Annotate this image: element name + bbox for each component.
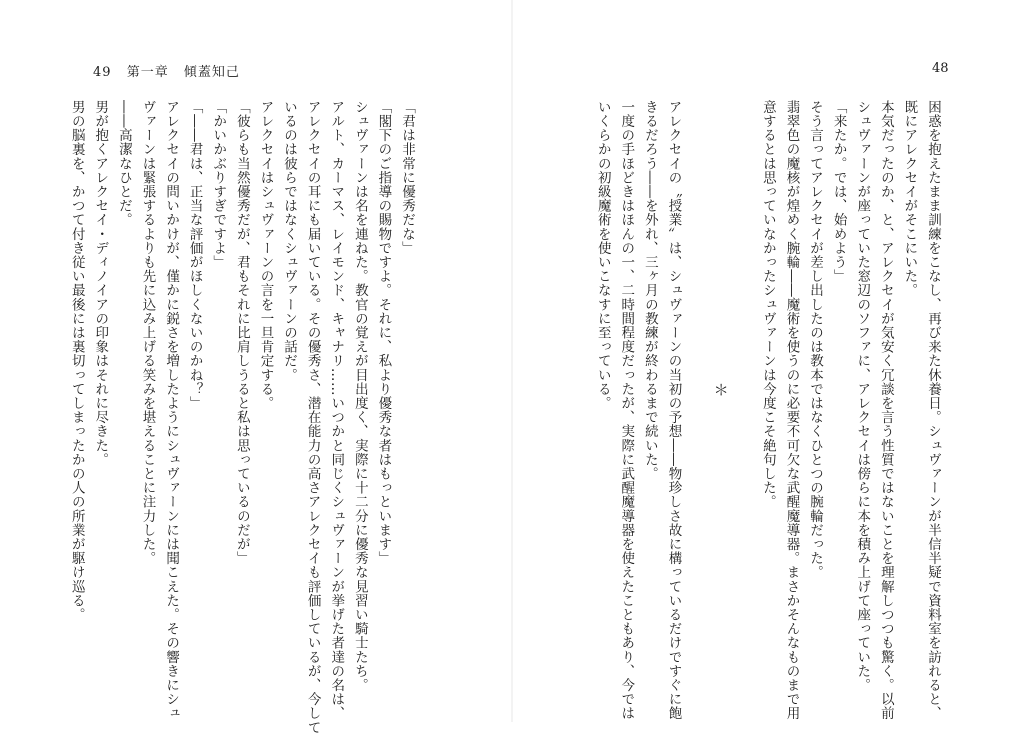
right-page-number: 48 (932, 61, 949, 76)
text-line: 「君は非常に優秀だな」 (399, 100, 415, 256)
text-line: 男が抱くアレクセイ・ディノイアの印象はそれに尽きた。 (92, 100, 109, 467)
left-page-header (93, 61, 240, 80)
left-page-number: 49 (93, 65, 112, 80)
text-line: いくらかの初級魔術を使いこなすに至っている。 (594, 100, 611, 411)
chapter-label: 第一章 (126, 65, 169, 80)
text-line: アルト、カーマス、レイモンド、キャナリ……いつかと同じくシュヴァーンが挙げた者達の名は、 (328, 100, 345, 721)
scene-break (708, 100, 732, 680)
text-line: きるだろう――を外れ、三ヶ月の教練が終わるまで続いた。 (641, 100, 658, 481)
text-line: ヴァーンは緊張するよりも先に込み上げる笑みを堪えることに注力した。 (139, 100, 156, 566)
left-page-body (68, 100, 418, 735)
text-line: シュヴァーンは名を連ねた。教官の覚えが目出度く、実際に十二分に優秀な見習い騎士たち。 (351, 100, 368, 693)
text-line: そう言ってアレクセイが差し出したのは教本ではなくひとつの腕輪だった。 (807, 100, 824, 580)
blank-line (684, 100, 708, 680)
text-line: アレクセイの問いかけが、僅かに鋭さを増したようにシュヴァーンには聞こえた。その響きにシュ (163, 100, 180, 721)
text-line: アレクセイの〝授業〟は、シュヴァーンの当初の予想――物珍しさ故に構っているだけですぐに飽 (665, 100, 682, 721)
text-line: シュヴァーンが座っていた窓辺のソファに、アレクセイは傍らに本を積み上げて座っていた。 (854, 100, 871, 693)
text-line: 「――君は、正当な評価がほしくないのかね？」 (186, 100, 203, 411)
text-line: 本気だったのか、と、アレクセイが気安く冗談を言う性質ではないことを理解しつつも驚く。以前 (877, 100, 894, 721)
text-line: ――高潔なひとだ。 (115, 100, 132, 227)
text-line: 翡翠色の魔核が煌めく腕輪――魔術を使うのに必要不可欠な武醒魔導器。まさかそんなものまで用 (783, 100, 800, 721)
text-line: 一度の手ほどきはほんの一、二時間程度だったが、実際に武醒魔導器を使えたこともあり、今では (618, 100, 635, 721)
text-line: 困惑を抱えたまま訓練をこなし、再び来た休養日。シュヴァーンが半信半疑で資料室を訪れると、 (925, 100, 941, 721)
text-line: 「来たか。では、始めよう」 (830, 100, 847, 284)
right-page-body (594, 100, 944, 721)
text-line: いるのは彼らではなくシュヴァーンの話だ。 (281, 100, 298, 382)
text-line: 「彼らも当然優秀だが、君もそれに比肩しうると私は思っているのだが」 (233, 100, 250, 566)
text-line: 男の脳裏を、かつて付き従い最後には裏切ってしまったかの人の所業が駆け巡る。 (68, 100, 85, 622)
chapter-title: 傾蓋知己 (183, 65, 240, 80)
text-line: アレクセイはシュヴァーンの言を一旦肯定する。 (257, 100, 274, 411)
blank-line (732, 100, 756, 680)
text-line: 「かいかぶりすぎですよ」 (210, 100, 227, 270)
text-line: 意するとは思っていなかったシュヴァーンは今度こそ絶句した。 (759, 100, 776, 509)
text-line: アレクセイの耳にも届いている。その優秀さ、潜在能力の高さアレクセイも評価しているが、今して (304, 100, 321, 735)
scene-break-mark: ＊ (711, 382, 730, 398)
page-gutter (511, 0, 513, 722)
text-line: 既にアレクセイがそこにいた。 (901, 100, 918, 298)
text-line: 「閣下のご指導の賜物ですよ。それに、私より優秀な者はもっといます」 (375, 100, 392, 566)
